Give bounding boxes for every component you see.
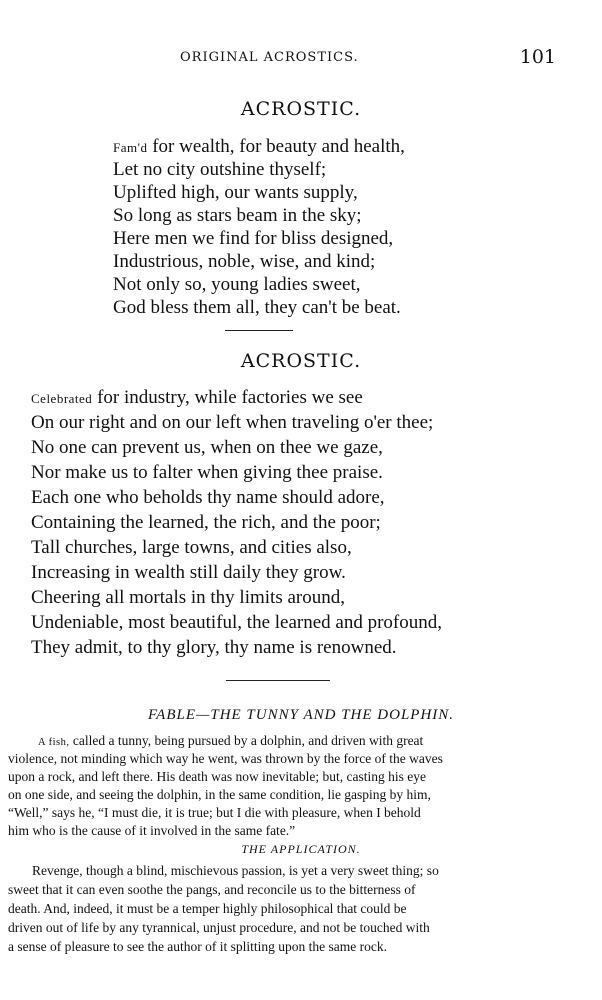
acrostic-2-line: Tall churches, large towns, and cities also, xyxy=(31,537,352,558)
application-line: Revenge, though a blind, mischievous passion, is yet a very sweet thing; so xyxy=(32,863,439,878)
line-text: for industry, while factories we see xyxy=(92,387,363,408)
fable-title: FABLE—THE TUNNY AND THE DOLPHIN. xyxy=(147,707,455,723)
application-line: sweet that it can even soothe the pangs, and reconcile us to the bitterness of xyxy=(8,882,416,897)
application-line: a sense of pleasure to see the author of it splitting upon the same rock. xyxy=(8,939,388,954)
acrostic-2-line: Nor make us to falter when giving thee praise. xyxy=(31,462,383,483)
section-divider xyxy=(225,330,293,331)
line-text: called a tunny, being pursued by a dolphin, and driven with great xyxy=(69,733,424,748)
application-title: THE APPLICATION. xyxy=(241,842,361,856)
small-caps-word: A fish, xyxy=(38,737,70,748)
acrostic-2-line: Undeniable, most beautiful, the learned and profound, xyxy=(31,612,443,633)
acrostic-2-title: ACROSTIC. xyxy=(240,350,362,372)
small-caps-word: Celebrated xyxy=(31,391,93,406)
acrostic-1-line: Let no city outshine thyself; xyxy=(113,159,327,180)
fable-line: violence, not minding which way he went, was thrown by the force of the waves xyxy=(8,751,443,766)
acrostic-2-line: Increasing in wealth still daily they grow. xyxy=(31,562,346,583)
page-number: 101 xyxy=(519,46,556,68)
acrostic-2-line xyxy=(31,387,363,409)
acrostic-2-line: They admit, to thy glory, thy name is renowned. xyxy=(31,637,397,658)
acrostic-1-line: Not only so, young ladies sweet, xyxy=(113,274,361,295)
acrostic-2-line: On our right and on our left when traveling o'er thee; xyxy=(31,412,434,433)
running-head: ORIGINAL ACROSTICS. xyxy=(180,50,359,65)
application-line: driven out of life by any tyrannical, unjust procedure, and not be touched with xyxy=(8,920,430,935)
fable-line: him who is the cause of it involved in the same fate.” xyxy=(8,823,296,838)
fable-line: “Well,” says he, “I must die, it is true; but I die with pleasure, when I behold xyxy=(8,805,421,820)
application-line: death. And, indeed, it must be a temper highly philosophical that could be xyxy=(8,901,407,916)
acrostic-1-line: Here men we find for bliss designed, xyxy=(113,228,394,249)
small-caps-word: Fam'd xyxy=(113,140,148,155)
acrostic-2-line: Cheering all mortals in thy limits around, xyxy=(31,587,345,608)
acrostic-2-line: Containing the learned, the rich, and the poor; xyxy=(31,512,381,533)
acrostic-1-line: Uplifted high, our wants supply, xyxy=(113,182,358,203)
fable-line xyxy=(38,733,423,749)
acrostic-2-line: No one can prevent us, when on thee we gaze, xyxy=(31,437,383,458)
line-text: for wealth, for beauty and health, xyxy=(147,136,405,157)
fable-line: on one side, and seeing the dolphin, in the same condition, lie gasping by him, xyxy=(8,787,431,802)
acrostic-2-line: Each one who beholds thy name should adore, xyxy=(31,487,385,508)
acrostic-1-line: So long as stars beam in the sky; xyxy=(113,205,362,226)
section-divider xyxy=(226,680,330,681)
acrostic-1-line: Industrious, noble, wise, and kind; xyxy=(113,251,376,272)
acrostic-1-title: ACROSTIC. xyxy=(240,98,362,120)
acrostic-1-line: God bless them all, they can't be beat. xyxy=(113,297,401,318)
fable-line: upon a rock, and left there. His death was now inevitable; but, casting his eye xyxy=(8,769,427,784)
acrostic-1-line xyxy=(113,136,405,158)
